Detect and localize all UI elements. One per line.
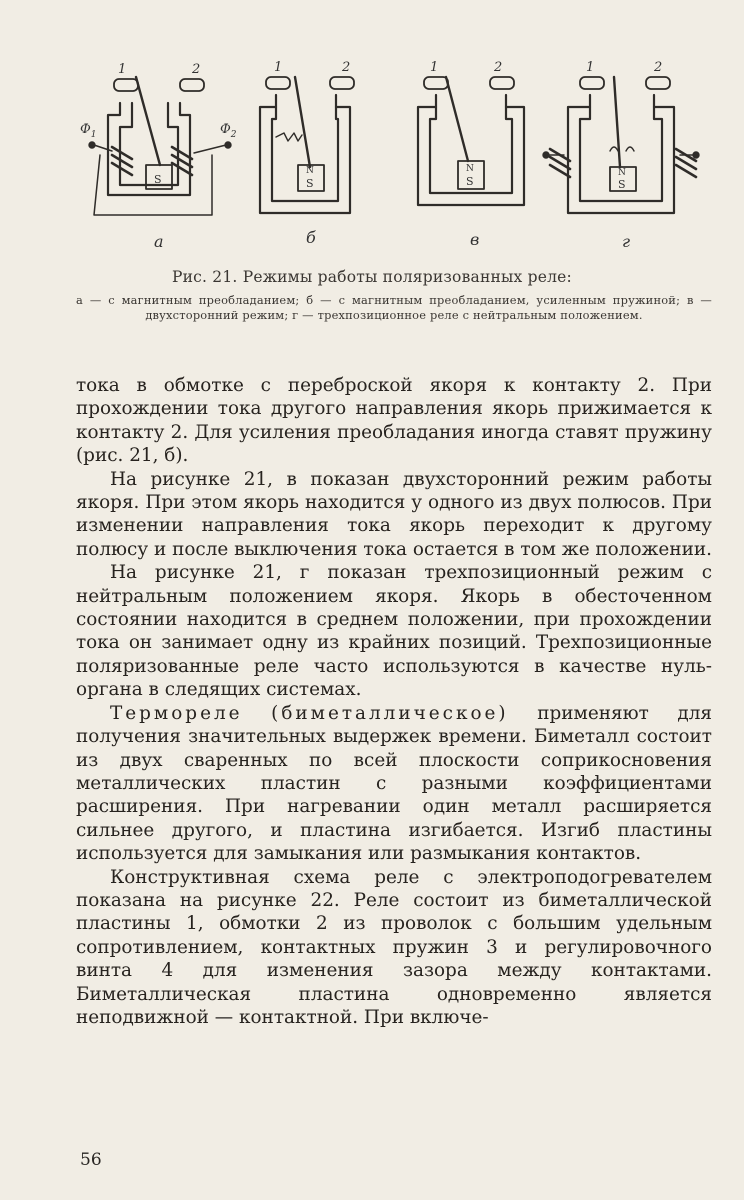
- panel-a-flux-1: $Ф_1$: [80, 122, 97, 140]
- panel-a-letter: а: [154, 232, 164, 251]
- diagram-panel-a: [80, 62, 237, 251]
- paragraph-5: Конструктивная схема реле с электроподогревателем показана на рисунке 22. Реле состоит из биметаллической пластины 1, обмотки 2 из проволок с большим удельным сопротивлением, контактных пружин 3 и регулировочного винта 4 для изменения зазора между контактами. Биметаллическая пластина одновременно является неподвижной — контактной. При включе-: [76, 866, 712, 1028]
- panel-a-flux-2: $Ф_2$: [220, 122, 237, 140]
- panel-c-contact-2: 2: [494, 60, 503, 75]
- panel-c-letter: в: [470, 230, 480, 249]
- figure-caption-title: Рис. 21. Режимы работы поляризованных реле:: [172, 268, 572, 286]
- panel-d-contact-1: 1: [586, 60, 595, 75]
- page-number: 56: [80, 1150, 102, 1170]
- panel-b-letter: б: [306, 228, 316, 247]
- panel-a-contact-1: 1: [118, 62, 127, 77]
- paragraph-4: [76, 702, 712, 866]
- diagram-panel-c: [418, 60, 524, 249]
- panel-b-pole-n: N: [306, 166, 314, 176]
- panel-b-contact-1: 1: [274, 60, 283, 75]
- panel-d-contact-2: 2: [654, 60, 663, 75]
- panel-a-contact-2: 2: [192, 62, 201, 77]
- diagram-panel-d: [543, 60, 698, 251]
- paragraph-2: На рисунке 21, в показан двухсторонний режим работы якоря. При этом якорь находится у одного из двух полюсов. При изменении направления тока якорь переходит к другому полюсу и после выключения тока остается в том же положении.: [76, 468, 712, 560]
- panel-b-pole-s: S: [306, 177, 314, 190]
- diagram-panel-b: [260, 60, 354, 247]
- paragraph-1: тока в обмотке с переброской якоря к контакту 2. При прохождении тока другого направления якорь прижимается к контакту 2. Для усиления преобладания иногда ставят пружину (рис. 21, б).: [76, 375, 712, 467]
- panel-c-pole-s: S: [466, 175, 474, 188]
- term-thermorelay: Термореле: [110, 702, 243, 724]
- panel-c-pole-n: N: [466, 164, 474, 174]
- body-text: [76, 374, 712, 1029]
- panel-c-contact-1: 1: [430, 60, 439, 75]
- panel-d-pole-s: S: [618, 178, 626, 191]
- panel-a-pole-s: S: [154, 173, 162, 186]
- paragraph-4-rest: применяют для получения значительных выдержек времени. Биметалл состоит из двух сваренных по всей плоскости соприкосновения металлических пластин с разными коэффициентами расширения. При нагревании один металл расширяется сильнее другого, и пластина изгибается. Изгиб пластины используется для замыкания или размыкания контактов.: [76, 702, 712, 865]
- paragraph-3: На рисунке 21, г показан трехпозиционный режим с нейтральным положением якоря. Якорь в обесточенном состоянии находится в среднем положении, при прохождении тока он занимает одну из крайних позиций. Трехпозиционные поляризованные реле часто используются в качестве нуль-органа в следящих системах.: [76, 562, 712, 701]
- term-bimetallic: (биметаллическое): [271, 702, 509, 724]
- panel-d-letter: г: [622, 232, 631, 251]
- panel-b-contact-2: 2: [342, 60, 351, 75]
- panel-d-pole-n: N: [618, 168, 626, 178]
- relay-diagram-figure: [80, 55, 700, 260]
- figure-caption-legend: а — с магнитным преобладанием; б — с магнитным преобладанием, усиленным пружиной; в — двухсторонний режим; г — трехпозиционное реле с нейтральным положением.: [76, 293, 712, 322]
